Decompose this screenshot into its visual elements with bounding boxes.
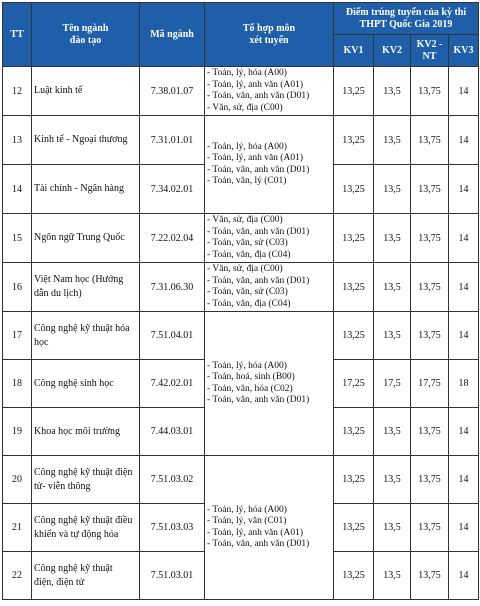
table-row — [3, 456, 479, 504]
header-kv2-nt — [411, 35, 449, 67]
row-kv3: 14 — [449, 504, 479, 552]
table-row — [3, 312, 479, 360]
row-major-name-line1: Ngôn ngữ Trung Quốc — [34, 232, 125, 243]
row-major-name — [32, 165, 140, 214]
combo-line: - Toán, văn, lý (C01) — [207, 176, 287, 186]
header-subject-combo-line2: xét tuyển — [249, 34, 289, 46]
row-kv2: 17,5 — [374, 360, 411, 408]
table-row — [3, 116, 479, 165]
row-major-name-line1: Việt Nam học (Hướng — [34, 274, 124, 285]
row-major-name-line1: Công nghệ kỹ thuật điện — [34, 466, 133, 478]
row-tt: 12 — [3, 67, 32, 116]
row-major-name-line1: Công nghệ kỹ thuật — [34, 562, 113, 574]
row-major-code: 7.44.03.01 — [140, 408, 205, 456]
row-tt: 20 — [3, 456, 32, 504]
row-kv2-nt: 13,75 — [411, 504, 449, 552]
row-tt: 22 — [3, 552, 32, 600]
row-kv2-nt: 13,75 — [411, 408, 449, 456]
row-tt: 18 — [3, 360, 32, 408]
header-score-line1: Điểm trúng tuyển của kỳ thi — [345, 6, 467, 18]
combo-line: - Toán, lý, hóa (A00) — [207, 141, 287, 152]
header-subject-combo-line1: Tổ hợp môn — [242, 22, 296, 34]
row-major-code: 7.51.03.01 — [140, 552, 205, 600]
table-row — [3, 214, 479, 263]
combo-line: - Toán, văn, anh văn (D01) — [207, 164, 310, 175]
row-major-name — [32, 456, 140, 504]
header-major-name-line1: Tên ngành — [62, 22, 109, 34]
combo-line: - Toán, lý, văn (C01) — [207, 516, 287, 526]
row-major-code: 7.51.03.03 — [140, 504, 205, 552]
row-kv2: 13,5 — [374, 116, 411, 165]
row-kv2: 13,5 — [374, 456, 411, 504]
row-major-code: 7.34.02.01 — [140, 165, 205, 214]
combo-line: - Toán, văn, anh văn (D01) — [207, 226, 310, 237]
row-major-name — [32, 214, 140, 263]
row-kv2-nt: 13,75 — [411, 263, 449, 312]
row-major-name-line1: Tài chính - Ngân hàng — [34, 183, 124, 194]
row-major-name — [32, 504, 140, 552]
combo-line: - Toán, văn, sử (C03) — [207, 287, 288, 297]
combo-line: - Toán, lý, hóa (A00) — [207, 504, 287, 515]
row-subject-combo — [205, 116, 334, 214]
row-tt: 13 — [3, 116, 32, 165]
combo-line: - Toán, văn, anh văn (D01) — [207, 395, 310, 405]
row-major-name-line1: Công nghệ sinh học — [34, 377, 114, 389]
row-kv1: 13,25 — [334, 165, 374, 214]
combo-line: - Toán, văn, hóa (C02) — [207, 383, 293, 394]
row-kv2: 13,5 — [374, 263, 411, 312]
row-kv2: 13,5 — [374, 312, 411, 360]
header-score-group — [334, 3, 479, 35]
row-tt: 16 — [3, 263, 32, 312]
row-tt: 15 — [3, 214, 32, 263]
combo-line: - Toán, lý, hóa (A00) — [207, 360, 287, 371]
combo-line: - Toán, văn, anh văn (D01) — [207, 539, 310, 549]
row-major-name — [32, 312, 140, 360]
row-kv3: 14 — [449, 165, 479, 214]
row-kv1: 13,25 — [334, 456, 374, 504]
combo-line: - Toán, văn, địa (C04) — [207, 298, 291, 309]
row-major-name-line1: Khoa học môi trường — [34, 425, 120, 437]
row-subject-combo — [205, 312, 334, 456]
row-major-name-line2: học — [34, 336, 49, 348]
combo-line: - Toán, văn, địa (C04) — [207, 249, 291, 260]
combo-line: - Toán, hoá, sinh (B00) — [207, 372, 295, 382]
row-kv3: 18 — [449, 360, 479, 408]
header-major-name — [32, 3, 140, 67]
row-kv3: 14 — [449, 214, 479, 263]
row-tt: 21 — [3, 504, 32, 552]
header-major-name-line2: đào tạo — [69, 34, 102, 46]
row-major-name — [32, 552, 140, 600]
row-major-code: 7.51.03.02 — [140, 456, 205, 504]
row-subject-combo — [205, 263, 334, 312]
row-kv2: 13,5 — [374, 67, 411, 116]
row-major-code: 7.31.06.30 — [140, 263, 205, 312]
row-kv1: 13,25 — [334, 504, 374, 552]
row-major-name — [32, 67, 140, 116]
row-major-code: 7.22.02.04 — [140, 214, 205, 263]
combo-line: - Văn, sử, địa (C00) — [207, 264, 283, 274]
row-kv1: 13,25 — [334, 214, 374, 263]
combo-line: - Toán, văn, sử (C03) — [207, 238, 288, 248]
row-major-code: 7.42.02.01 — [140, 360, 205, 408]
row-kv2: 13,5 — [374, 214, 411, 263]
row-major-name-line2: điện, điện tử — [34, 576, 85, 588]
row-subject-combo — [205, 456, 334, 600]
header-kv3: KV3 — [449, 35, 479, 67]
row-kv2-nt: 17,75 — [411, 360, 449, 408]
row-major-name — [32, 408, 140, 456]
combo-line: - Văn, sử, địa (C00) — [207, 215, 283, 225]
combo-line: - Toán, văn, anh văn (D01) — [207, 91, 310, 101]
row-major-code: 7.38.01.07 — [140, 67, 205, 116]
header-subject-combo — [205, 3, 334, 67]
row-major-name-line2: tử- viễn thông — [34, 480, 91, 492]
combo-line: - Toán, văn, anh văn (D01) — [207, 275, 310, 286]
row-major-name-line1: Kinh tế - Ngoại thương — [34, 134, 128, 145]
row-kv1: 13,25 — [334, 116, 374, 165]
row-kv2: 13,5 — [374, 552, 411, 600]
row-major-name-line1: Công nghệ kỹ thuật điều — [34, 514, 133, 526]
row-kv3: 14 — [449, 263, 479, 312]
header-tt: TT — [3, 3, 32, 67]
table-row — [3, 263, 479, 312]
row-kv1: 13,25 — [334, 67, 374, 116]
row-kv2-nt: 13,75 — [411, 67, 449, 116]
row-major-name — [32, 116, 140, 165]
header-kv2-nt-line1: KV2 - — [416, 38, 443, 50]
header-score-line2: THPT Quốc Gia 2019 — [359, 18, 453, 30]
header-row-1 — [3, 3, 479, 35]
row-kv1: 17,25 — [334, 360, 374, 408]
row-kv1: 13,25 — [334, 312, 374, 360]
row-major-name — [32, 360, 140, 408]
row-major-name-line2: dẫn du lịch) — [34, 288, 82, 299]
header-kv2-nt-line2: NT — [422, 50, 437, 62]
row-kv2-nt: 13,75 — [411, 165, 449, 214]
row-kv3: 14 — [449, 552, 479, 600]
row-tt: 14 — [3, 165, 32, 214]
row-tt: 17 — [3, 312, 32, 360]
row-kv3: 14 — [449, 408, 479, 456]
row-kv3: 14 — [449, 312, 479, 360]
combo-line: - Toán, lý, hóa (A00) — [207, 68, 287, 78]
row-kv1: 13,25 — [334, 552, 374, 600]
row-major-code: 7.31.01.01 — [140, 116, 205, 165]
row-kv1: 13,25 — [334, 263, 374, 312]
combo-line: - Toán, lý, anh văn (A01) — [207, 527, 303, 538]
row-major-name-line1: Luật kinh tế — [34, 85, 83, 96]
row-kv3: 14 — [449, 67, 479, 116]
row-major-code: 7.51.04.01 — [140, 312, 205, 360]
row-kv2-nt: 13,75 — [411, 552, 449, 600]
table-row — [3, 67, 479, 116]
header-major-code: Mã ngành — [140, 3, 205, 67]
row-kv2-nt: 13,75 — [411, 116, 449, 165]
combo-line: - Văn, sử, địa (C00) — [207, 102, 283, 113]
row-kv2-nt: 13,75 — [411, 456, 449, 504]
row-major-name — [32, 263, 140, 312]
row-tt: 19 — [3, 408, 32, 456]
row-kv2-nt: 13,75 — [411, 214, 449, 263]
row-kv2: 13,5 — [374, 504, 411, 552]
row-subject-combo — [205, 67, 334, 116]
row-kv2: 13,5 — [374, 408, 411, 456]
row-major-name-line2: khiển và tự động hóa — [34, 528, 119, 540]
row-major-name-line1: Công nghệ kỹ thuật hóa — [34, 322, 130, 334]
row-kv2: 13,5 — [374, 165, 411, 214]
row-kv3: 14 — [449, 456, 479, 504]
combo-line: - Toán, lý, anh văn (A01) — [207, 79, 303, 90]
combo-line: - Toán, lý, anh văn (A01) — [207, 153, 303, 163]
header-kv1: KV1 — [334, 35, 374, 67]
row-kv3: 14 — [449, 116, 479, 165]
admission-score-table — [2, 2, 479, 600]
row-subject-combo — [205, 214, 334, 263]
row-kv2-nt: 13,75 — [411, 312, 449, 360]
header-kv2: KV2 — [374, 35, 411, 67]
row-kv1: 13,25 — [334, 408, 374, 456]
